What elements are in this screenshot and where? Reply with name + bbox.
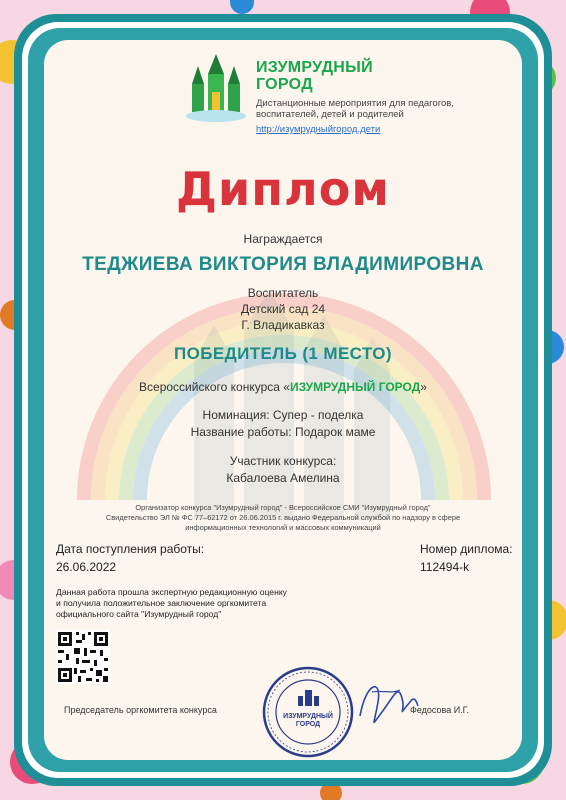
award-title: ПОБЕДИТЕЛЬ (1 МЕСТО) (174, 344, 392, 363)
diploma-number-label: Номер диплома: (420, 542, 513, 556)
organizer-line3: информационных технологий и массовых коммуникаций (185, 523, 381, 532)
recipient-name: ТЕДЖИЕВА ВИКТОРИЯ ВЛАДИМИРОВНА (82, 254, 484, 275)
logo-title-line1: ИЗУМРУДНЫЙ (256, 59, 373, 76)
organizer-line2: Свидетельство ЭЛ № ФС 77–62172 от 26.06.2015 г. выдано Федеральной службой по надзору в сфере (105, 513, 461, 522)
qr-code[interactable] (56, 630, 110, 684)
review-line2: и получила положительное заключение оргкомитета (56, 598, 267, 608)
stamp-text-line1: ИЗУМРУДНЫЙ (283, 713, 333, 720)
stamp-text-line2: ГОРОД (295, 721, 321, 728)
nomination: Номинация: Супер - поделка (202, 408, 364, 422)
logo-title-line2: ГОРОД (256, 76, 313, 93)
logo-description: Дистанционные мероприятия для педагогов, воспитателей, детей и родителей (256, 98, 454, 120)
site-link[interactable]: http://изумрудныйгород.дети (256, 124, 381, 135)
recipient-position: Воспитатель (247, 286, 319, 300)
work-title: Название работы: Подарок маме (190, 425, 376, 439)
participant-name: Кабалоева Амелина (226, 471, 340, 485)
date-value: 26.06.2022 (56, 560, 117, 574)
recipient-city: Г. Владикавказ (241, 318, 325, 332)
chair-signature (352, 672, 422, 732)
castle-rainbow-illustration (44, 40, 522, 760)
diploma-sheet (44, 40, 522, 760)
chair-name: Федосова И.Г. (410, 705, 469, 715)
chair-label: Председатель оргкомитета конкурса (64, 705, 217, 715)
awarded-label: Награждается (243, 232, 323, 246)
participant-label: Участник конкурса: (229, 454, 337, 468)
diploma-number-value: 112494-k (420, 560, 470, 574)
contest-suffix: » (420, 380, 427, 394)
recipient-organization: Детский сад 24 (240, 302, 326, 316)
contest-name: ИЗУМРУДНЫЙ ГОРОД (289, 380, 421, 394)
review-line3: официального сайта "Изумрудный город" (56, 609, 222, 619)
official-stamp (262, 666, 354, 758)
emerald-castle-logo (186, 54, 248, 124)
contest-prefix: Всероссийского конкурса « (139, 380, 290, 394)
organizer-line1: Организатор конкурса "Изумрудный город" - Всероссийское СМИ "Изумрудный город" (135, 503, 431, 512)
diploma-title: Диплом (176, 162, 390, 216)
contest-line (44, 380, 522, 395)
review-line1: Данная работа прошла экспертную редакционную оценку (56, 587, 287, 597)
date-label: Дата поступления работы: (56, 542, 205, 556)
